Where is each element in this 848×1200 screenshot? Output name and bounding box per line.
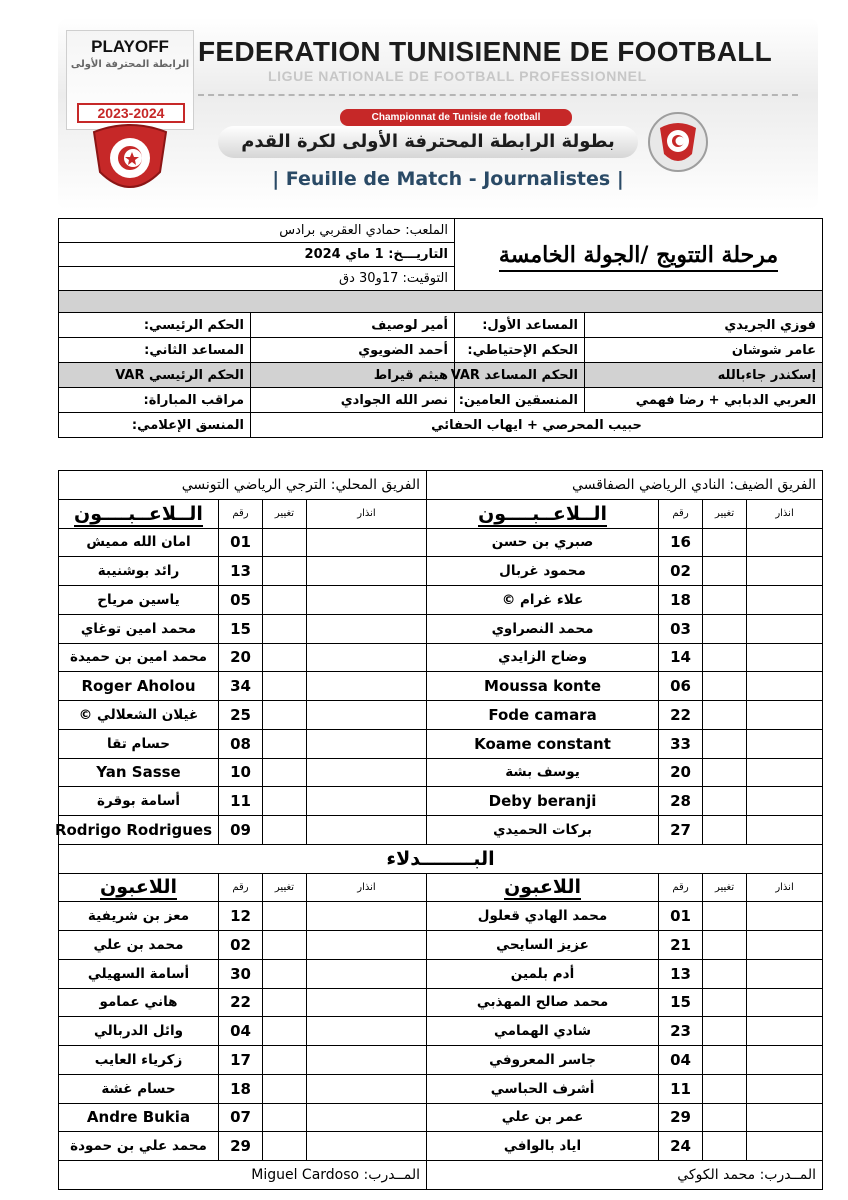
away-player-sub: [703, 758, 747, 787]
home-player-name: رائد بوشنيبة: [59, 557, 219, 586]
player-row: [59, 1046, 823, 1075]
player-row: [59, 1103, 823, 1132]
home-player-warning: [307, 959, 427, 988]
home-player-sub: [263, 672, 307, 701]
home-player-name: Yan Sasse: [59, 758, 219, 787]
away-player-number: 33: [659, 729, 703, 758]
away-player-warning: [747, 1103, 823, 1132]
spacer-row: [59, 291, 823, 313]
home-player-number: 07: [219, 1103, 263, 1132]
away-player-warning: [747, 787, 823, 816]
home-player-name: امان الله مميش: [59, 528, 219, 557]
var-assistant-label: الحكم المساعد VAR: [455, 363, 585, 388]
home-subs-players-header: اللاعبون: [59, 873, 219, 902]
away-player-number: 16: [659, 528, 703, 557]
away-player-warning: [747, 959, 823, 988]
away-player-warning: [747, 1046, 823, 1075]
championship-arabic: بطولة الرابطة المحترفة الأولى لكرة القدم: [218, 126, 638, 158]
media-coordinator: حبيب المحرصي + ايهاب الحفائي: [251, 413, 823, 438]
away-player-number: 27: [659, 816, 703, 845]
home-subs-number-header: رقم: [219, 873, 263, 902]
home-player-sub: [263, 729, 307, 758]
home-player-name: Roger Aholou: [59, 672, 219, 701]
home-player-warning: [307, 1074, 427, 1103]
lineup-table: [54, 470, 823, 1190]
home-player-sub: [263, 528, 307, 557]
away-player-warning: [747, 586, 823, 615]
away-player-name: شادي الهمامي: [427, 1017, 659, 1046]
away-subs-players-header: اللاعبون: [427, 873, 659, 902]
home-player-warning: [307, 902, 427, 931]
away-players-header: الــلاعــبــــون: [427, 499, 659, 528]
player-row: [59, 729, 823, 758]
assistant1: فوزي الجريدي: [585, 313, 823, 338]
home-player-name: محمد امين توغاي: [59, 614, 219, 643]
away-player-warning: [747, 729, 823, 758]
home-player-number: 15: [219, 614, 263, 643]
home-player-warning: [307, 729, 427, 758]
away-player-number: 15: [659, 988, 703, 1017]
home-player-number: 13: [219, 557, 263, 586]
home-player-number: 30: [219, 959, 263, 988]
home-player-warning: [307, 528, 427, 557]
away-player-sub: [703, 643, 747, 672]
player-row: [59, 816, 823, 845]
home-players-header: الــلاعــبــــون: [59, 499, 219, 528]
assistant2: أحمد الضويوي: [251, 338, 455, 363]
away-player-sub: [703, 1074, 747, 1103]
match-date: التاريـــخ: 1 ماي 2024: [59, 243, 455, 267]
home-player-number: 09: [219, 816, 263, 845]
player-row: [59, 988, 823, 1017]
home-player-name: Rodrigo Rodrigues: [59, 816, 219, 845]
player-row: [59, 1074, 823, 1103]
player-row: [59, 528, 823, 557]
away-player-name: Fode camara: [427, 701, 659, 730]
coordinators: العربي الدبابي + رضا فهمي: [585, 388, 823, 413]
player-row: [59, 643, 823, 672]
away-player-warning: [747, 931, 823, 960]
badge-subtitle: الرابطة المحترفة الأولى: [70, 59, 190, 70]
home-player-sub: [263, 643, 307, 672]
ftf-logo-icon: [88, 122, 172, 200]
away-player-name: علاء غرام ©: [427, 586, 659, 615]
away-subs-sub-header: تغيير: [703, 873, 747, 902]
away-player-sub: [703, 1132, 747, 1161]
away-player-name: Koame constant: [427, 729, 659, 758]
home-player-sub: [263, 1017, 307, 1046]
player-row: [59, 1017, 823, 1046]
home-player-name: أسامة السهيلي: [59, 959, 219, 988]
away-player-number: 20: [659, 758, 703, 787]
home-player-name: Andre Bukia: [59, 1103, 219, 1132]
badge-title: PLAYOFF: [91, 37, 169, 56]
home-player-sub: [263, 931, 307, 960]
away-subs-number-header: رقم: [659, 873, 703, 902]
away-player-number: 02: [659, 557, 703, 586]
home-player-warning: [307, 701, 427, 730]
home-player-number: 02: [219, 931, 263, 960]
home-player-warning: [307, 1017, 427, 1046]
home-player-name: غيلان الشعلالي ©: [59, 701, 219, 730]
home-player-name: محمد امين بن حميدة: [59, 643, 219, 672]
away-player-warning: [747, 816, 823, 845]
away-team-label: الفريق الضيف: النادي الرياضي الصفاقسي: [427, 471, 823, 500]
away-player-sub: [703, 729, 747, 758]
home-player-sub: [263, 988, 307, 1017]
home-player-number: 34: [219, 672, 263, 701]
match-time: التوقيت: 17و30 دق: [59, 267, 455, 291]
federation-title: FEDERATION TUNISIENNE DE FOOTBALL: [198, 36, 773, 67]
main-referee-label: الحكم الرئيسي:: [59, 313, 251, 338]
away-player-number: 14: [659, 643, 703, 672]
player-row: [59, 672, 823, 701]
sheet-header: [58, 18, 818, 210]
officials-table: [58, 218, 823, 438]
home-player-warning: [307, 816, 427, 845]
main-referee: أمير لوصيف: [251, 313, 455, 338]
home-player-sub: [263, 902, 307, 931]
away-player-sub: [703, 787, 747, 816]
home-player-sub: [263, 1046, 307, 1075]
divider: [198, 94, 798, 96]
away-player-sub: [703, 614, 747, 643]
home-player-name: وائل الدربالي: [59, 1017, 219, 1046]
away-player-sub: [703, 902, 747, 931]
away-player-number: 23: [659, 1017, 703, 1046]
away-player-number: 04: [659, 1046, 703, 1075]
home-player-warning: [307, 614, 427, 643]
var-main: هيثم قيراط: [251, 363, 455, 388]
home-player-number: 08: [219, 729, 263, 758]
player-row: [59, 959, 823, 988]
home-coach: المــدرب: Miguel Cardoso: [59, 1161, 427, 1190]
away-player-number: 28: [659, 787, 703, 816]
away-player-warning: [747, 614, 823, 643]
home-player-warning: [307, 672, 427, 701]
home-player-number: 10: [219, 758, 263, 787]
away-player-warning: [747, 701, 823, 730]
lineup-body: [54, 471, 823, 1190]
away-player-name: عزيز السايحي: [427, 931, 659, 960]
away-player-number: 03: [659, 614, 703, 643]
assistant1-label: المساعد الأول:: [455, 313, 585, 338]
away-player-sub: [703, 557, 747, 586]
away-warning-header: انذار: [747, 499, 823, 528]
home-player-number: 04: [219, 1017, 263, 1046]
commissioner-label: مراقب المباراة:: [59, 388, 251, 413]
away-player-number: 22: [659, 701, 703, 730]
away-player-name: محمد النصراوي: [427, 614, 659, 643]
home-player-number: 29: [219, 1132, 263, 1161]
home-player-warning: [307, 643, 427, 672]
home-player-warning: [307, 1046, 427, 1075]
away-number-header: رقم: [659, 499, 703, 528]
sheet-title: | Feuille de Match - Journalistes |: [272, 168, 624, 190]
away-player-sub: [703, 931, 747, 960]
away-player-number: 01: [659, 902, 703, 931]
home-player-name: معز بن شريفية: [59, 902, 219, 931]
player-row: [59, 586, 823, 615]
playoff-badge: [66, 30, 194, 130]
player-row: [59, 701, 823, 730]
away-player-warning: [747, 758, 823, 787]
player-row: [59, 902, 823, 931]
away-player-sub: [703, 1046, 747, 1075]
substitutes-title: البــــــــدلاء: [59, 844, 823, 873]
home-player-name: محمد علي بن حمودة: [59, 1132, 219, 1161]
season-label: 2023-2024: [77, 103, 185, 123]
away-player-sub: [703, 528, 747, 557]
assistant2-label: المساعد الثاني:: [59, 338, 251, 363]
away-player-sub: [703, 1103, 747, 1132]
home-player-warning: [307, 1103, 427, 1132]
away-subs-warning-header: انذار: [747, 873, 823, 902]
away-player-number: 21: [659, 931, 703, 960]
away-player-sub: [703, 672, 747, 701]
away-player-sub: [703, 586, 747, 615]
away-player-name: اياد بالوافي: [427, 1132, 659, 1161]
away-coach: المــدرب: محمد الكوكي: [427, 1161, 823, 1190]
away-player-warning: [747, 557, 823, 586]
away-player-number: 13: [659, 959, 703, 988]
away-player-name: بركات الحميدي: [427, 816, 659, 845]
player-row: [59, 931, 823, 960]
coordinators-label: المنسقين العامين:: [455, 388, 585, 413]
home-player-sub: [263, 1132, 307, 1161]
home-player-name: محمد بن علي: [59, 931, 219, 960]
away-player-name: عمر بن علي: [427, 1103, 659, 1132]
championship-banner: Championnat de Tunisie de football: [340, 109, 572, 126]
home-player-name: هاني عمامو: [59, 988, 219, 1017]
away-player-sub: [703, 816, 747, 845]
away-player-name: أشرف الحباسي: [427, 1074, 659, 1103]
away-player-name: محمد صالح المهذبي: [427, 988, 659, 1017]
home-player-name: ياسين مرياح: [59, 586, 219, 615]
home-player-number: 18: [219, 1074, 263, 1103]
home-player-warning: [307, 557, 427, 586]
away-player-name: جاسر المعروفي: [427, 1046, 659, 1075]
away-player-warning: [747, 1017, 823, 1046]
home-player-sub: [263, 816, 307, 845]
home-number-header: رقم: [219, 499, 263, 528]
away-player-warning: [747, 672, 823, 701]
home-subs-sub-header: تغيير: [263, 873, 307, 902]
var-assistant: إسكندر جاءبالله: [585, 363, 823, 388]
home-player-warning: [307, 1132, 427, 1161]
away-player-name: محمد الهادي قعلول: [427, 902, 659, 931]
home-player-number: 20: [219, 643, 263, 672]
home-player-name: أسامة بوقرة: [59, 787, 219, 816]
home-player-sub: [263, 557, 307, 586]
fourth-official-label: الحكم الإحتياطي:: [455, 338, 585, 363]
away-player-warning: [747, 643, 823, 672]
home-player-warning: [307, 586, 427, 615]
stage-title: مرحلة التتويج /الجولة الخامسة: [455, 219, 823, 291]
away-player-name: أدم بلمين: [427, 959, 659, 988]
away-player-name: وضاح الزايدي: [427, 643, 659, 672]
away-player-name: Deby beranji: [427, 787, 659, 816]
away-player-name: صبري بن حسن: [427, 528, 659, 557]
home-player-name: زكرياء العايب: [59, 1046, 219, 1075]
home-player-sub: [263, 614, 307, 643]
home-player-sub: [263, 1074, 307, 1103]
player-row: [59, 614, 823, 643]
ligue-title: LIGUE NATIONALE DE FOOTBALL PROFESSIONNEL: [268, 68, 647, 84]
player-row: [59, 557, 823, 586]
player-row: [59, 787, 823, 816]
away-player-sub: [703, 701, 747, 730]
home-player-sub: [263, 959, 307, 988]
home-player-number: 25: [219, 701, 263, 730]
away-player-number: 11: [659, 1074, 703, 1103]
away-player-name: محمود غربال: [427, 557, 659, 586]
var-main-label: الحكم الرئيسي VAR: [59, 363, 251, 388]
commissioner: نصر الله الجوادي: [251, 388, 455, 413]
player-row: [59, 758, 823, 787]
home-player-warning: [307, 787, 427, 816]
home-sub-header: تغيير: [263, 499, 307, 528]
home-player-name: حسام غشة: [59, 1074, 219, 1103]
away-player-warning: [747, 902, 823, 931]
home-subs-warning-header: انذار: [307, 873, 427, 902]
home-player-warning: [307, 758, 427, 787]
away-player-number: 06: [659, 672, 703, 701]
away-player-number: 29: [659, 1103, 703, 1132]
home-player-warning: [307, 988, 427, 1017]
home-player-sub: [263, 1103, 307, 1132]
away-player-warning: [747, 1132, 823, 1161]
media-coordinator-label: المنسق الإعلامي:: [59, 413, 251, 438]
away-player-number: 24: [659, 1132, 703, 1161]
home-player-sub: [263, 586, 307, 615]
player-row: [59, 1132, 823, 1161]
away-player-warning: [747, 1074, 823, 1103]
fourth-official: عامر شوشان: [585, 338, 823, 363]
home-player-warning: [307, 931, 427, 960]
home-player-number: 11: [219, 787, 263, 816]
home-player-number: 22: [219, 988, 263, 1017]
away-player-number: 18: [659, 586, 703, 615]
away-player-name: يوسف بشة: [427, 758, 659, 787]
away-player-sub: [703, 988, 747, 1017]
home-player-name: حسام تقا: [59, 729, 219, 758]
away-player-name: Moussa konte: [427, 672, 659, 701]
home-player-number: 05: [219, 586, 263, 615]
league-logo-icon: [646, 110, 710, 174]
away-player-warning: [747, 528, 823, 557]
away-player-sub: [703, 959, 747, 988]
home-player-sub: [263, 758, 307, 787]
home-player-number: 17: [219, 1046, 263, 1075]
home-player-number: 12: [219, 902, 263, 931]
home-player-sub: [263, 787, 307, 816]
away-player-warning: [747, 988, 823, 1017]
home-player-number: 01: [219, 528, 263, 557]
home-player-sub: [263, 701, 307, 730]
home-team-label: الفريق المحلي: الترجي الرياضي التونسي: [59, 471, 427, 500]
away-player-sub: [703, 1017, 747, 1046]
home-warning-header: انذار: [307, 499, 427, 528]
away-sub-header: تغيير: [703, 499, 747, 528]
stadium: الملعب: حمادي العقربي برادس: [59, 219, 455, 243]
